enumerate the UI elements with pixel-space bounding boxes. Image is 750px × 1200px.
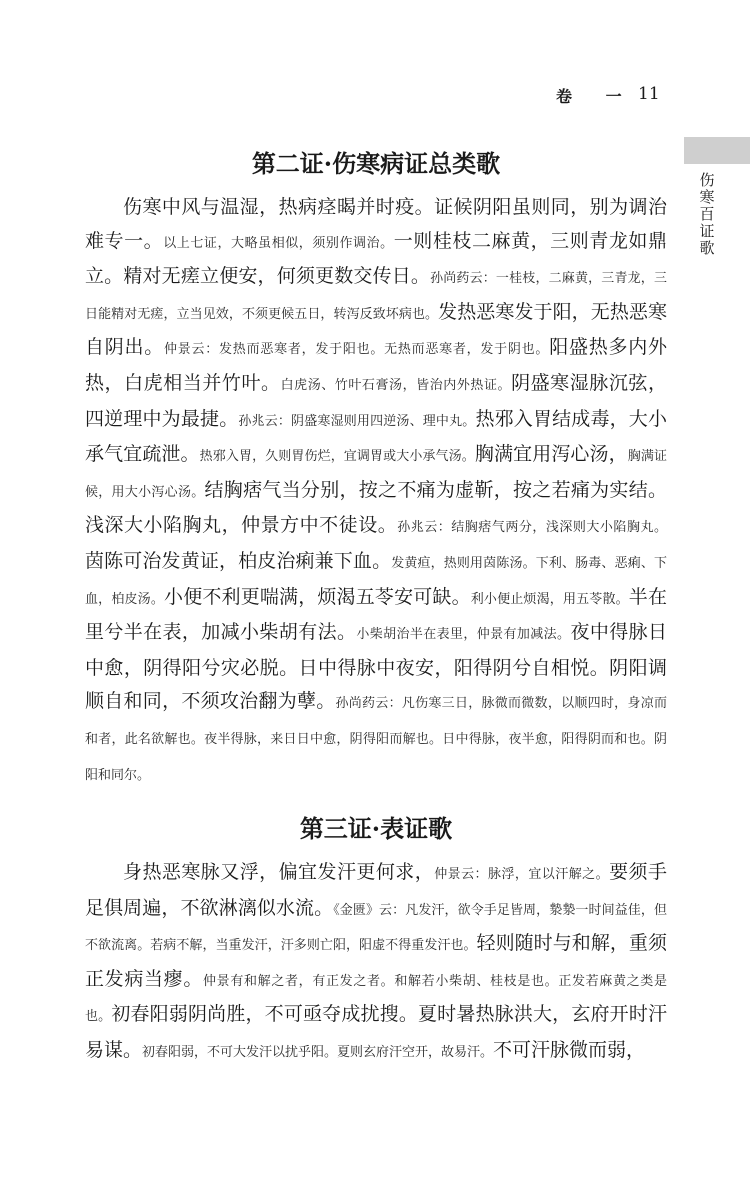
- verse-text: 身热恶寒脉又浮，偏宜发汗更何求，: [123, 861, 435, 884]
- commentary-text: 孙尚药云：一桂枝，二麻黄，三青龙，三日能精对无瘥，立当见效，不须更候五日，转泻反致坏病也。: [85, 271, 667, 322]
- commentary-text: 热邪入胃，久则胃伤烂，宜调胃或大小承气汤。: [199, 449, 475, 465]
- commentary-text: 《金匮》云：凡发汗，欲令手足皆周，漐漐一时间益佳，但不欲流离。若病不解，当重发汗，汗多则亡阳，阳虚不得重发汗也。: [85, 902, 667, 954]
- commentary-text: 孙尚药云：凡伤寒三日，脉微而微数，以顺四时，身凉而和者，此名欲解也。夜半得脉，来日日中愈，阴得阳而解也。日中得脉，夜半愈，阳得阴而和也。阴阳和同尔。: [85, 696, 667, 783]
- running-head: [0, 84, 750, 108]
- commentary-text: 仲景云：发热而恶寒者，发于阳也。无热而恶寒者，发于阴也。: [164, 342, 550, 358]
- commentary-text: 小柴胡治半在表里，仲景有加减法。: [356, 627, 571, 643]
- section-heading: 第三证·表证歌: [299, 814, 453, 844]
- commentary-text: 以上七证，大略虽相似，须别作调治。: [163, 235, 394, 251]
- commentary-text: 仲景有和解之者，有正发之者。和解若小柴胡、桂枝是也。正发若麻黄之类是也。: [85, 973, 667, 1025]
- verse-text: 阳盛热多内外热，白虎相当并竹叶。: [85, 336, 667, 394]
- side-tab-label: 伤寒百证歌: [699, 171, 715, 257]
- verse-text: 半在里兮半在表，加减小柴胡有法。: [85, 585, 667, 644]
- verse-text: 轻则随时与和解，重须正发病当瘳。: [85, 932, 667, 990]
- commentary-text: 胸满证候，用大小泻心汤。: [85, 449, 667, 500]
- commentary-text: 白虎汤、竹叶石膏汤，皆治内外热证。: [280, 377, 512, 393]
- verse-text: 阴盛寒湿脉沉弦，四逆理中为最捷。: [85, 371, 667, 430]
- verse-text: 伤寒中风与温湿，热病痉暍并时疫。证候阴阳虽则同，别为调治难专一。: [85, 196, 667, 252]
- verse-text: 一则桂枝二麻黄，三则青龙如鼎立。精对无瘥立便安，何须更数交传日。: [85, 229, 667, 288]
- commentary-text: 利小便止烦渴，用五苓散。: [470, 591, 629, 607]
- section-text: [85, 191, 667, 792]
- verse-text: 结胸痞气当分别，按之不痛为虚靳，按之若痛为实结。浅深大小陷胸丸，仲景方中不徒设。: [85, 478, 667, 537]
- verse-text: 发热恶寒发于阳，无热恶寒自阴出。: [85, 300, 667, 359]
- verse-text: 茵陈可治发黄证，柏皮治痢兼下血。: [85, 549, 392, 572]
- commentary-text: 发黄疸，热则用茵陈汤。下利、肠毒、恶痢、下血，柏皮汤。: [85, 555, 667, 607]
- commentary-text: 孙兆云：结胸痞气两分，浅深则大小陷胸丸。: [397, 520, 667, 536]
- page-body: [85, 143, 667, 1070]
- page-number: 11: [638, 84, 660, 104]
- verse-text: 不可汗脉微而弱，: [493, 1039, 646, 1062]
- verse-text: 热邪入胃结成毒，大小承气宜疏泄。: [85, 407, 667, 466]
- section-text: [85, 856, 667, 1070]
- commentary-text: 仲景云：脉浮，宜以汗解之。: [434, 867, 610, 883]
- verse-text: 要须手足俱周遍，不欲淋漓似水流。: [85, 861, 667, 919]
- verse-text: 夜中得脉日中愈，阴得阳兮灾必脱。日中得脉中夜安，阳得阴兮自相悦。阴阳调顺自和同，不须攻治翻为孽。: [85, 621, 667, 713]
- commentary-text: 孙兆云：阴盛寒湿则用四逆汤、理中丸。: [238, 413, 476, 429]
- verse-text: 小便不利更喘满，烦渴五苓安可缺。: [164, 585, 471, 608]
- thumb-index-tab: [684, 137, 750, 164]
- commentary-text: 初春阳弱，不可大发汗以扰乎阳。夏则玄府汗空开，故易汗。: [142, 1045, 494, 1061]
- verse-text: 初春阳弱阴尚胜，不可亟夺成扰搜。夏时暑热脉洪大，玄府开时汗易谋。: [85, 1003, 667, 1062]
- section-heading: 第二证·伤寒病证总类歌: [251, 149, 501, 178]
- running-head-title: 卷 一: [556, 87, 636, 106]
- verse-text: 胸满宜用泻心汤，: [474, 443, 628, 466]
